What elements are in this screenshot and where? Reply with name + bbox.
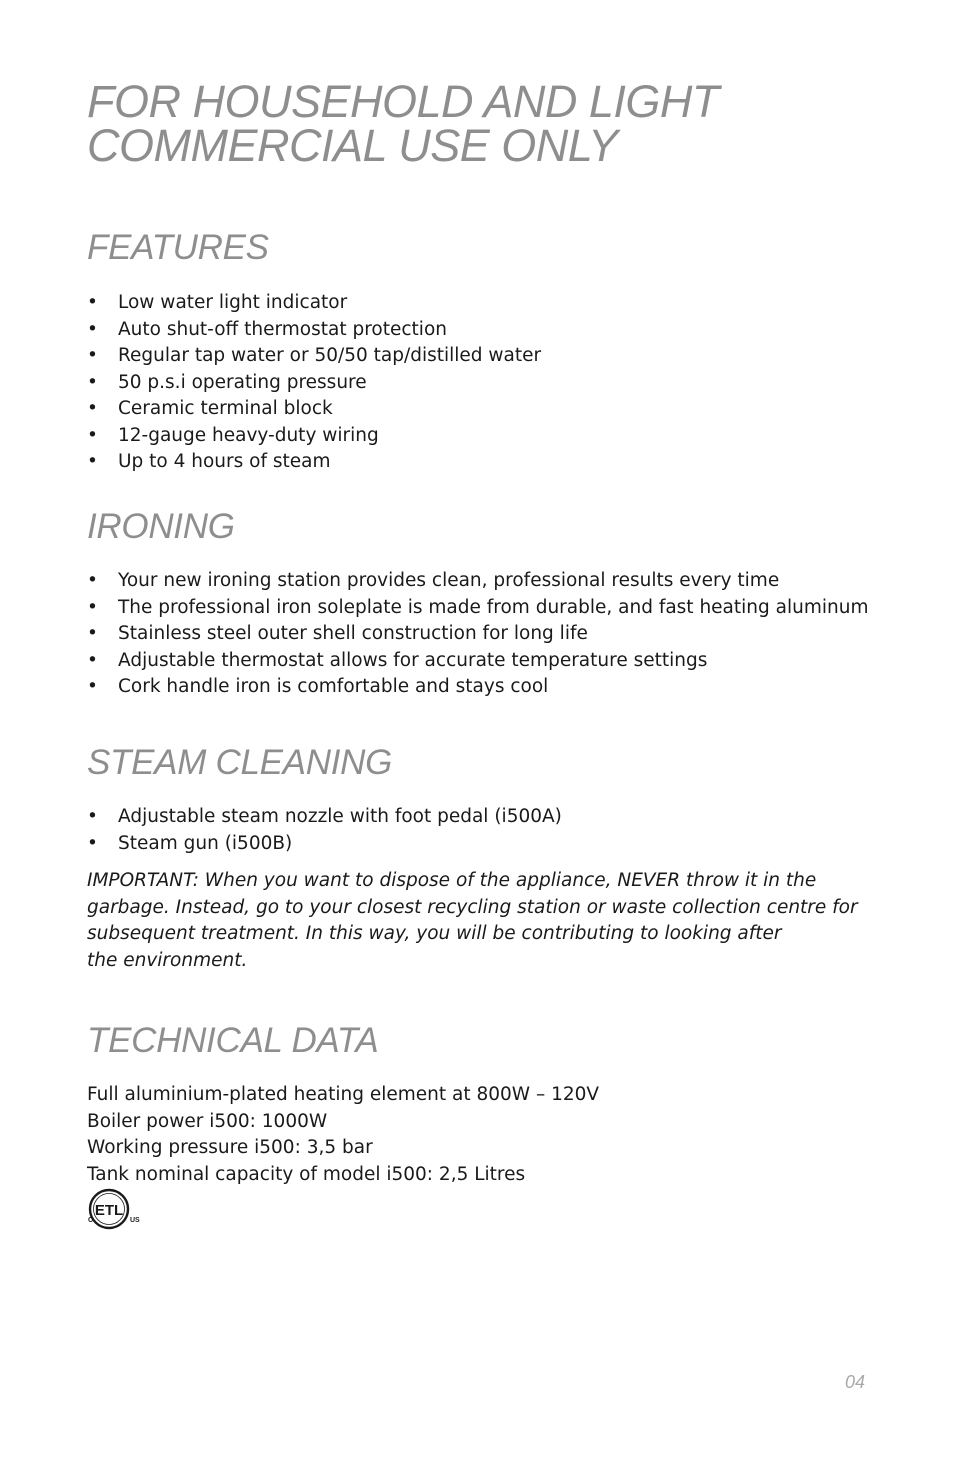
technical-data-line: Boiler power i500: 1000W xyxy=(87,1110,328,1132)
list-item: • Adjustable steam nozzle with foot pedal (i500A) xyxy=(87,804,562,831)
technical-data-heading: TECHNICAL DATA xyxy=(87,1021,379,1060)
technical-data-line: Tank nominal capacity of model i500: 2,5 Litres xyxy=(87,1163,526,1185)
ironing-list xyxy=(87,568,868,701)
list-item: • Steam gun (i500B) xyxy=(87,831,562,858)
list-item: • Stainless steel outer shell construction for long life xyxy=(87,621,868,648)
list-item: • 12-gauge heavy-duty wiring xyxy=(87,423,541,450)
list-item: • Up to 4 hours of steam xyxy=(87,449,541,476)
list-item: • Your new ironing station provides clean, professional results every time xyxy=(87,568,868,595)
ironing-heading: IRONING xyxy=(87,507,235,546)
list-item: • Ceramic terminal block xyxy=(87,396,541,423)
list-item: • Regular tap water or 50/50 tap/distilled water xyxy=(87,343,541,370)
list-item: • The professional iron soleplate is made from durable, and fast heating aluminum xyxy=(87,595,868,622)
important-notice-line: the environment. xyxy=(87,949,248,971)
important-notice-line: IMPORTANT: When you want to dispose of the appliance, NEVER throw it in the xyxy=(87,870,817,891)
features-list xyxy=(87,290,541,476)
list-item: • 50 p.s.i operating pressure xyxy=(87,370,541,397)
page-number: 04 xyxy=(845,1372,866,1392)
important-notice-line: garbage. Instead, go to your closest recycling station or waste collection centre for xyxy=(87,896,858,918)
etl-listed-mark-icon xyxy=(86,1188,142,1230)
list-item: • Auto shut-off thermostat protection xyxy=(87,317,541,344)
list-item: • Cork handle iron is comfortable and stays cool xyxy=(87,674,868,701)
etl-mark-text: ETL xyxy=(94,1202,124,1219)
page-title-line-1: FOR HOUSEHOLD AND LIGHT xyxy=(87,76,719,127)
technical-data-line: Full aluminium-plated heating element at 800W – 120V xyxy=(87,1084,600,1105)
steam-cleaning-list xyxy=(87,804,562,857)
list-item: • Adjustable thermostat allows for accurate temperature settings xyxy=(87,648,868,675)
steam-cleaning-heading: STEAM CLEANING xyxy=(87,743,393,782)
page-title-line-2: COMMERCIAL USE ONLY xyxy=(87,120,618,171)
important-notice xyxy=(87,868,867,974)
technical-data-line: Working pressure i500: 3,5 bar xyxy=(87,1137,373,1158)
etl-mark-us-letters: US xyxy=(130,1217,140,1224)
page-title xyxy=(87,76,887,171)
features-heading: FEATURES xyxy=(87,228,269,267)
technical-data-lines xyxy=(87,1082,599,1188)
etl-mark-c-letter: C xyxy=(88,1217,94,1224)
list-item: • Low water light indicator xyxy=(87,290,541,317)
important-notice-line: subsequent treatment. In this way, you will be contributing to looking after xyxy=(87,923,782,944)
